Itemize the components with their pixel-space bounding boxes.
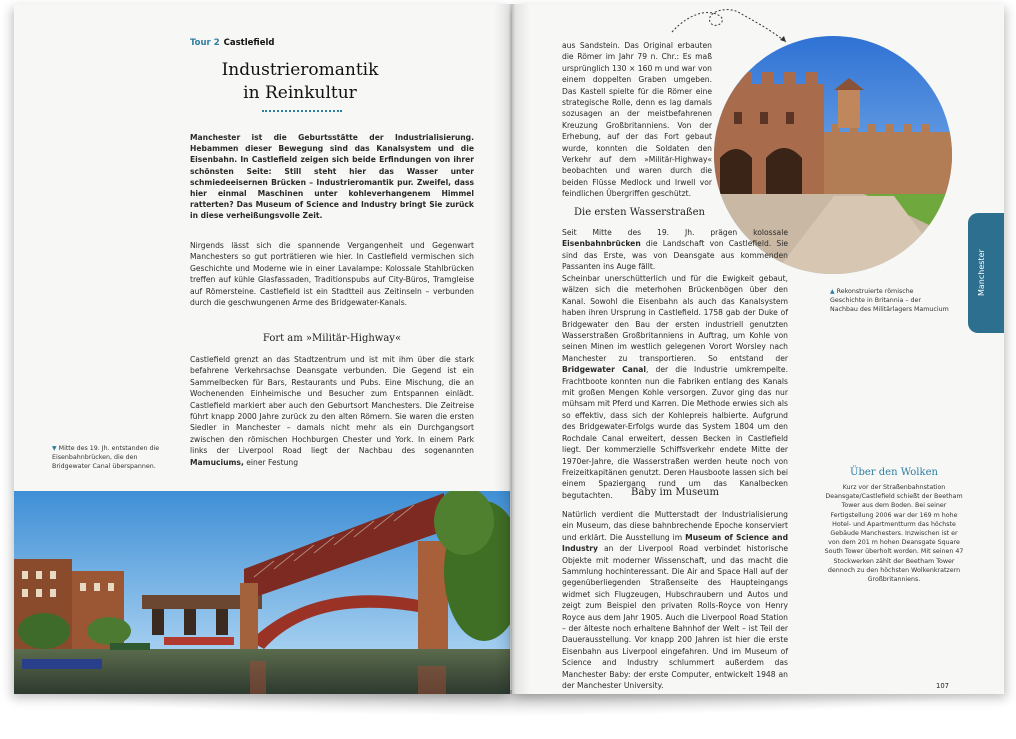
caption-down-arrow-icon: ▼ [52, 445, 57, 452]
caption-right [830, 287, 950, 314]
heading-wasserstrassen: Die ersten Wasserstraßen [574, 207, 705, 218]
page-number: 107 [936, 682, 949, 690]
body2-bold-mamucium: Mamuciums, [190, 457, 244, 467]
chapter-tab-label: Manchester [977, 249, 986, 297]
left-page [14, 4, 510, 694]
body5-text-a: Natürlich verdient die Mutterstadt der Industrialisierung ein Museum, das diese bahnbrechende Epoche konserviert und erklärt. Die Ausstellung im [562, 510, 788, 542]
tour-name: Castlefield [223, 38, 275, 48]
book-spread [14, 4, 1004, 694]
chapter-title-line1: Industrieromantik [221, 60, 379, 80]
caption-left-text: Mitte des 19. Jh. entstanden die Eisenbahnbrücken, die den Bridgewater Canal überspannen. [52, 445, 160, 470]
bridge-canal-photo [14, 491, 510, 694]
body4-text-b: die Landschaft von Castlefield. Sie sind das Erste, was von Deansgate aus kommenden Passanten ins Auge fällt. [562, 239, 788, 272]
body-paragraph-4 [562, 273, 788, 501]
bridge-canal-illustration [14, 491, 510, 694]
body2-text: Castlefield grenzt an das Stadtzentrum und ist mit ihm über die stark befahrene Verkehrsachse Deansgate verbunden. Die Gegend ist ein Sammelbecken für Bars, Restaurants und Pubs. Eine Mischung, die an Wochenenden Einheimische und Besucher zum Entspannen einlädt. Castlefield markiert aber auch den Geburtsort Manchesters. Die Zeitreise führt knapp 2000 Jahre zurück zu den alten Römern. Sie waren die ersten Siedler in Manchester – damals nicht mehr als ein Durchgangsort zwischen den römischen Hochburgen Chester und York. In einem Park links der Liverpool Road liegt der Nachbau des sogenannten [190, 355, 474, 456]
body-paragraph-4-intro [562, 227, 788, 273]
body-paragraph-3: aus Sandstein. Das Original erbauten die Römer im Jahr 79 n. Chr.: Es maß ursprünglich 130 × 160 m und war von einem doppelten Graben umgeben. Das Kastell spielte für die Römer eine strategische Rolle, denn es lag damals sozusagen an der meistbefahrenen Kreuzung Großbritanniens. Von der Erhebung, auf der das Fort gebaut wurde, konnten die Soldaten den Verkehr auf dem »Militär-Highway« beobachten und waren durch die beiden Flüsse Medlock und Irwell vor feindlichen Übergriffen geschützt. [562, 41, 712, 199]
title-dotted-rule [262, 110, 342, 112]
caption-up-arrow-icon: ▲ [830, 288, 835, 295]
body4-text-a: Seit Mitte des 19. Jh. prägen kolossale [562, 228, 788, 237]
body-paragraph-1: Nirgends lässt sich die spannende Vergangenheit und Gegenwart Manchesters so gut porträtieren wie hier. In Castlefield vermischen sich Geschichte und Moderne wie in einer Lavalampe: Kolossale Stahlbrücken treffen auf kühle Glasfassaden, Traditionspubs auf City-Büros, Tramgleise auf Römersteine. Castlefield ist ein Stadtteil aus Zeitinseln – verbunden durch die geschwungenen Arme des Bridgewater-Kanals. [190, 241, 474, 308]
body5-text-b: an der Liverpool Road verbindet historische Objekte mit moderner Wissenschaft, und das macht die Sammlung hochinteressant. Die Air and Space Hall auf der gegenüberliegenden Straßenseite des Haupteingangs widmet sich Flugzeugen, Hubschraubern und Autos und zeigt zum Beispiel den privaten Rolls-Royce von Henry Royce aus dem Jahr 1905. Auch die Liverpool Road Station – der älteste noch erhaltene Bahnhof der Welt – ist Teil der Dauerausstellung. Vor knapp 200 Jahren ist hier die erste Eisenbahn aus Liverpool eingefahren. Und im Museum of Science and Industry schlummert außerdem das Manchester Baby: der erste Computer, entwickelt 1948 an der Manchester University. [562, 544, 788, 691]
tour-number: Tour 2 [190, 38, 220, 48]
tour-label [190, 38, 390, 48]
body5-bold-museum: Museum of Science and Industry [562, 532, 789, 554]
body4-bold-bridges: Eisenbahnbrücken [562, 239, 641, 249]
body4-text-c: Scheinbar unerschütterlich und für die Ewigkeit gebaut, wälzen sich die meterhohen Brückenbögen über den Kanal. Sowohl die Eisenbahn als auch das Kanalsystem haben ihren Ursprung in Castlefield. 1758 gab der Duke of Bridgewater den Bau der ersten industriell genutzten Wasserstraßen Großbritanniens in Auftrag, um Kohle von seinen Minen im westlich gelegenen Vorort Worsley nach Manchester zu transportieren. So entstand der [562, 274, 788, 363]
caption-left [52, 444, 176, 471]
caption-right-text: Rekonstruierte römische Geschichte in Britannia – der Nachbau des Militärlagers Mamucium [830, 288, 949, 313]
sidebar-wolken-text: Kurz vor der Straßenbahnstation Deansgate/Castlefield schießt der Beetham Tower aus dem Boden. Bei seiner Fertigstellung 2006 war der 169 m hohe Hotel- und Apartmentturm das höchste Gebäude Manchesters. Inzwischen ist er von dem 201 m hohen Deansgate Square South Tower überholt worden. Mit seinen 47 Stockwerken zählt der Beetham Tower dennoch zu den höchsten Wolkenkratzern Großbritanniens. [824, 484, 964, 584]
body2-end: einer Festung [243, 457, 299, 467]
heading-baby: Baby im Museum [630, 487, 720, 498]
body4-text-d: , der die Industrie umkrempelte. Frachtboote konnten nun die Fabriken entlang des Kanals mit großen Mengen Kohle versorgen. Zuvor ging das nur mühsam mit Pferd und Karren. Die Methode erwies sich als so effektiv, dass sich der Kohlepreis halbierte. Aufgrund des Bridgewater-Erfolgs wurde das System 1804 um den Rochdale Canal erweitert, dessen Becken in Castlefield liegt. Der kommerzielle Schiffsverkehr endete Mitte der 1970er-Jahre, die Wasserstraßen werden heute noch von Freizeitkapitänen genutzt. Deren Hausboote lassen sich bei einem Spaziergang rund um das Kanalbecken begutachten. [562, 365, 788, 500]
heading-fort: Fort am »Militär-Highway« [262, 333, 402, 344]
chapter-tab [968, 213, 1004, 333]
chapter-title [210, 59, 390, 105]
intro-paragraph: Manchester ist die Geburtsstätte der Industrialisierung. Hebammen dieser Bewegung sind das Kanalsystem und die Eisenbahn. In Castlefield zeigen sich beide Erfindungen von ihrer schönsten Seite: Still steht hier das Wasser unter schmiedeeisernen Brücken – Industrieromantik pur. Zweifel, dass hier einmal Maschinen unter kohleverhangenem Himmel ratterten? Das Museum of Science and Industry bringt Sie zurück in diese verheißungsvolle Zeit. [190, 133, 474, 221]
chapter-title-line2: in Reinkultur [243, 83, 357, 103]
body-paragraph-5 [562, 509, 788, 692]
heading-wolken: Über den Wolken [850, 467, 938, 478]
body-paragraph-2 [190, 354, 474, 468]
body4-bold-canal: Bridgewater Canal [562, 365, 647, 375]
